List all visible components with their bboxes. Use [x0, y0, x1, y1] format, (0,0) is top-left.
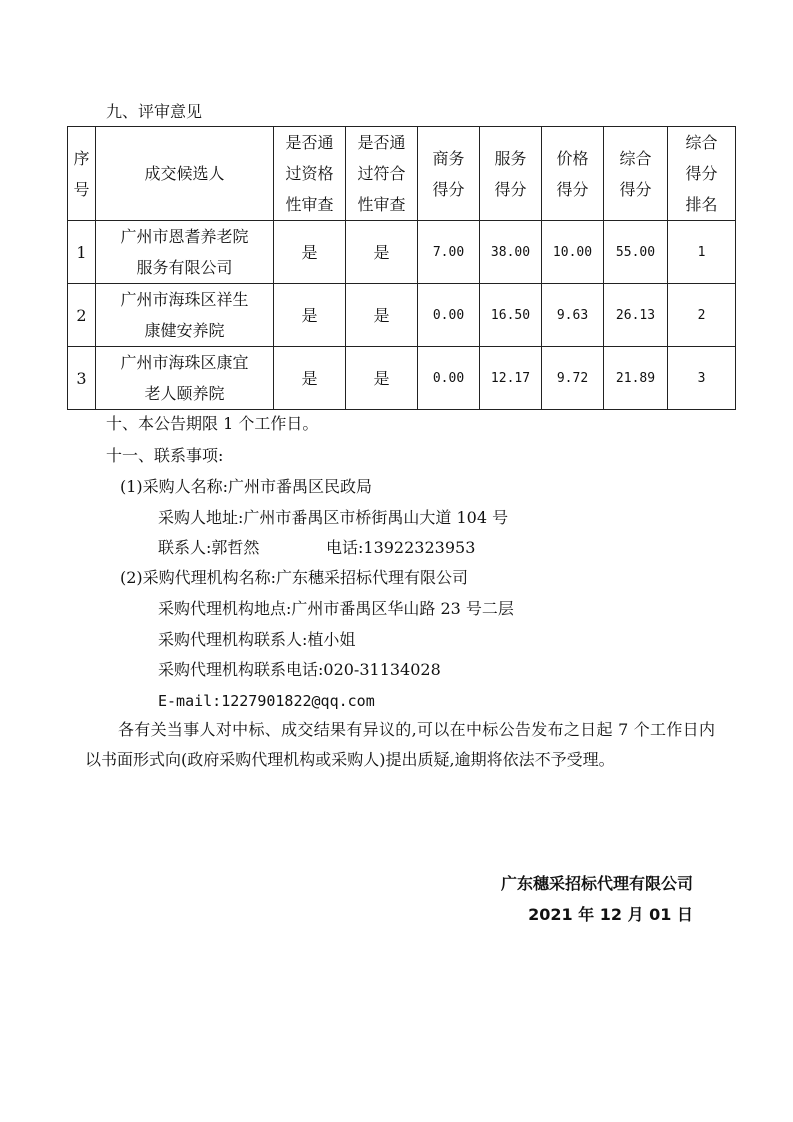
- header-service: 服务 得分: [480, 127, 542, 221]
- purchaser-contact: 联系人:郭哲然: [158, 538, 260, 557]
- cell-service: 16.50: [480, 284, 542, 347]
- header-candidate: 成交候选人: [96, 127, 274, 221]
- cell-total: 21.89: [604, 347, 668, 410]
- purchaser-name: (1)采购人名称:广州市番禺区民政局: [120, 477, 373, 496]
- section-10-text: 十、本公告期限 1 个工作日。: [106, 414, 319, 433]
- header-compliance: 是否通 过符合 性审查: [346, 127, 418, 221]
- cell-total: 55.00: [604, 221, 668, 284]
- objection-paragraph: 各有关当事人对中标、成交结果有异议的,可以在中标公告发布之日起 7 个工作日内以书面形式向(政府采购代理机构或采购人)提出质疑,逾期将依法不予受理。: [85, 720, 715, 769]
- cell-seq: 2: [68, 284, 96, 347]
- cell-rank: 2: [668, 284, 736, 347]
- cell-seq: 1: [68, 221, 96, 284]
- table-row: [68, 347, 736, 410]
- cell-qualification: 是: [274, 284, 346, 347]
- table-row: [68, 221, 736, 284]
- header-seq: 序 号: [68, 127, 96, 221]
- header-price: 价格 得分: [542, 127, 604, 221]
- section-11-title: 十一、联系事项:: [106, 446, 224, 465]
- cell-price: 10.00: [542, 221, 604, 284]
- cell-seq: 3: [68, 347, 96, 410]
- signature-company: 广东穗采招标代理有限公司: [500, 874, 693, 893]
- cell-total: 26.13: [604, 284, 668, 347]
- review-table: [67, 126, 736, 410]
- header-rank: 综合 得分 排名: [668, 127, 736, 221]
- agency-contact: 采购代理机构联系人:植小姐: [158, 630, 356, 649]
- cell-service: 38.00: [480, 221, 542, 284]
- header-total: 综合 得分: [604, 127, 668, 221]
- table-row: [68, 284, 736, 347]
- cell-compliance: 是: [346, 347, 418, 410]
- cell-compliance: 是: [346, 221, 418, 284]
- cell-rank: 3: [668, 347, 736, 410]
- table-header-row: [68, 127, 736, 221]
- cell-candidate: 广州市恩耆养老院 服务有限公司: [96, 221, 274, 284]
- cell-compliance: 是: [346, 284, 418, 347]
- cell-qualification: 是: [274, 347, 346, 410]
- cell-business: 0.00: [418, 347, 480, 410]
- cell-business: 7.00: [418, 221, 480, 284]
- cell-price: 9.63: [542, 284, 604, 347]
- cell-qualification: 是: [274, 221, 346, 284]
- cell-candidate: 广州市海珠区祥生 康健安养院: [96, 284, 274, 347]
- agency-email: E-mail:1227901822@qq.com: [158, 692, 375, 710]
- cell-candidate: 广州市海珠区康宜 老人颐养院: [96, 347, 274, 410]
- cell-business: 0.00: [418, 284, 480, 347]
- agency-address: 采购代理机构地点:广州市番禺区华山路 23 号二层: [158, 599, 514, 618]
- agency-phone: 采购代理机构联系电话:020-31134028: [158, 660, 441, 679]
- header-business: 商务 得分: [418, 127, 480, 221]
- signature-date: 2021 年 12 月 01 日: [528, 905, 693, 924]
- cell-price: 9.72: [542, 347, 604, 410]
- purchaser-phone: 电话:13922323953: [326, 538, 476, 557]
- agency-name: (2)采购代理机构名称:广东穗采招标代理有限公司: [120, 568, 469, 587]
- cell-rank: 1: [668, 221, 736, 284]
- section-9-title: 九、评审意见: [106, 102, 203, 121]
- header-qualification: 是否通 过资格 性审查: [274, 127, 346, 221]
- purchaser-address: 采购人地址:广州市番禺区市桥街禺山大道 104 号: [158, 508, 509, 527]
- cell-service: 12.17: [480, 347, 542, 410]
